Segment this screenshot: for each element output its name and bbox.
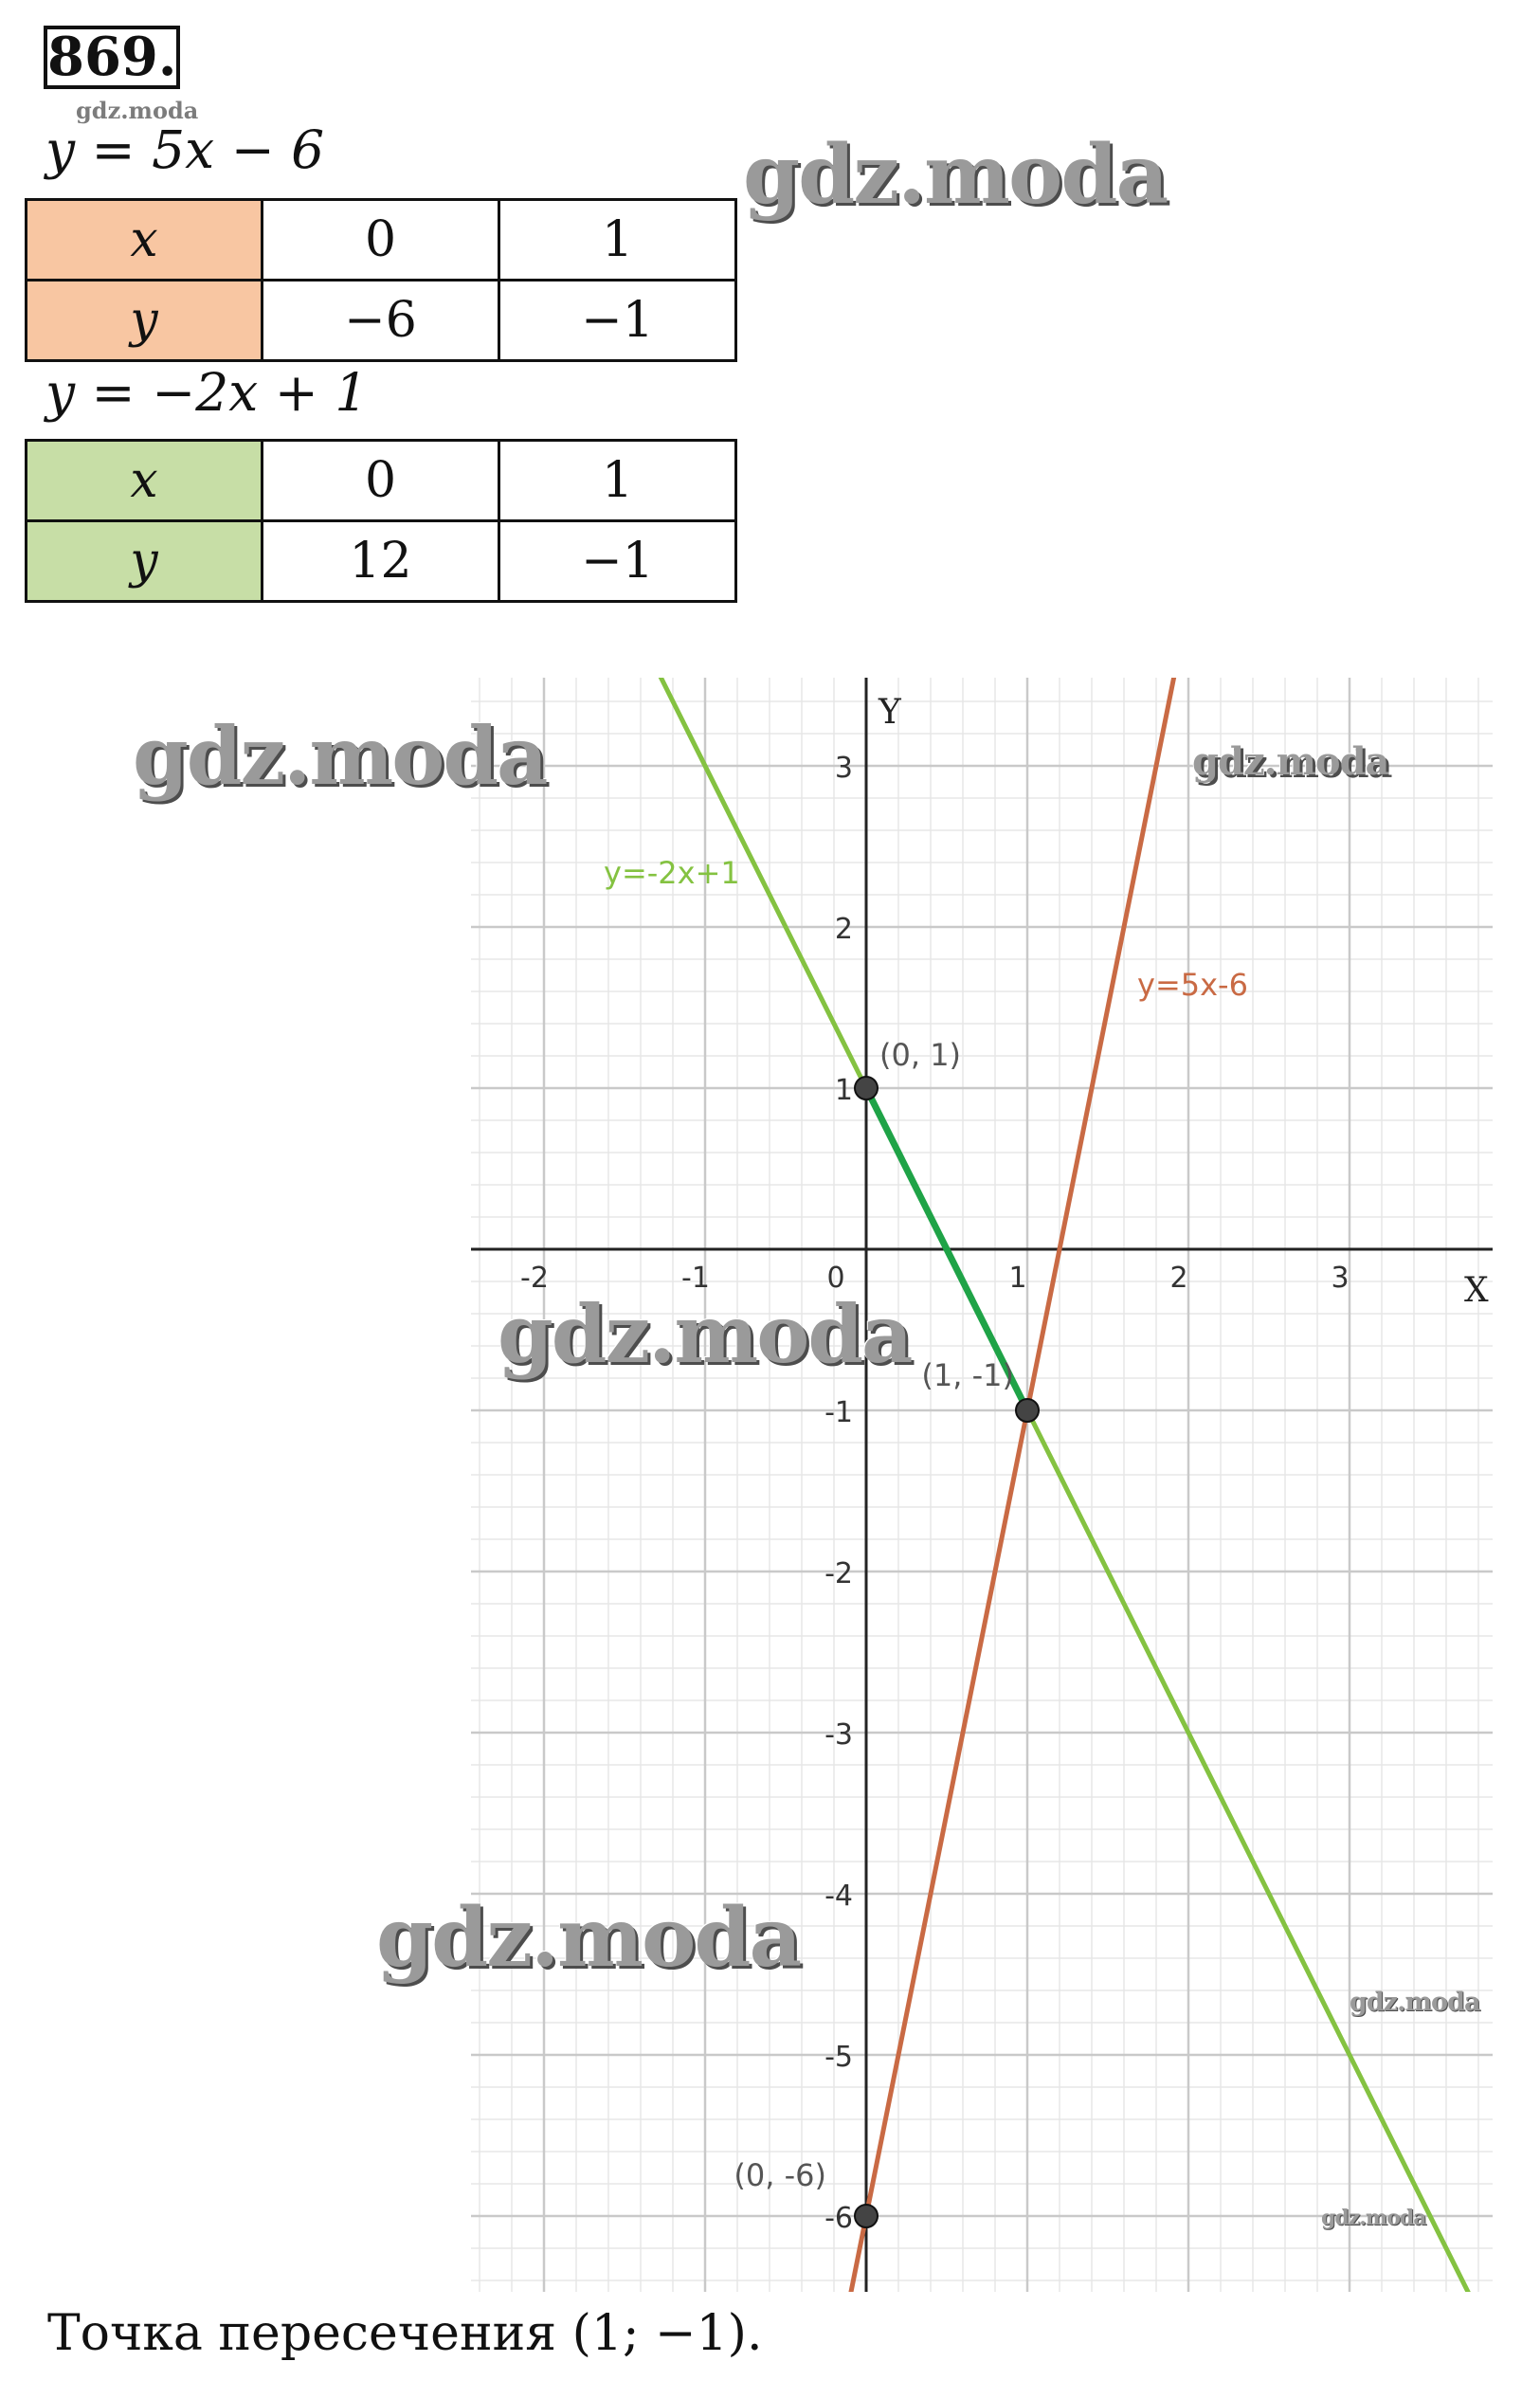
table-head-cell: x [27, 441, 263, 521]
watermark: gdz.moda [133, 709, 547, 803]
table-cell: 12 [263, 521, 499, 602]
equation-2: y = −2x + 1 [45, 362, 369, 423]
table-cell: −1 [499, 281, 736, 361]
watermark: gdz.moda [743, 127, 1168, 223]
series-label: y=-2x+1 [604, 855, 740, 891]
table-head-cell: x [27, 200, 263, 281]
y-tick-label: -3 [824, 1718, 853, 1752]
table-head-cell: y [27, 521, 263, 602]
y-tick-label: 2 [834, 913, 853, 946]
table-cell: 1 [499, 200, 736, 281]
data-point [855, 1077, 878, 1099]
x-tick-label: 2 [1169, 1262, 1188, 1295]
equation-1: y = 5x − 6 [45, 119, 325, 180]
answer-text: Точка пересечения (1; −1). [47, 2305, 763, 2362]
table-cell: −1 [499, 521, 736, 602]
y-tick-label: 1 [834, 1074, 853, 1107]
y-tick-label: -1 [824, 1396, 853, 1429]
watermark: gdz.moda [376, 1890, 801, 1986]
table-cell: −6 [263, 281, 499, 361]
y-tick-label: -2 [824, 1557, 853, 1590]
point-label: (0, 1) [879, 1037, 962, 1073]
x-tick-label: -1 [681, 1262, 710, 1295]
watermark: gdz.moda [498, 1287, 912, 1381]
problem-number: 869. [44, 26, 180, 89]
watermark: gdz.moda [1321, 2206, 1426, 2230]
y-tick-label: -5 [824, 2041, 853, 2074]
point-label: (0, -6) [734, 2157, 826, 2193]
x-tick-label: 0 [826, 1262, 845, 1295]
watermark-small: gdz.moda [76, 97, 199, 124]
y-tick-label: 3 [834, 752, 853, 785]
x-tick-label: 3 [1331, 1262, 1350, 1295]
data-point [855, 2205, 878, 2227]
series-label: y=5x-6 [1137, 967, 1248, 1003]
watermark: gdz.moda [1192, 739, 1389, 784]
y-axis-label: Y [879, 693, 901, 732]
table-cell: 0 [263, 200, 499, 281]
y-tick-label: -6 [824, 2202, 853, 2235]
y-tick-label: -4 [824, 1880, 853, 1913]
x-axis-label: X [1464, 1271, 1489, 1310]
data-point [1016, 1399, 1039, 1422]
x-tick-label: 1 [1008, 1262, 1027, 1295]
x-tick-label: -2 [520, 1262, 549, 1295]
table-cell: 1 [499, 441, 736, 521]
point-label: (1, -1) [921, 1357, 1014, 1393]
table-head-cell: y [27, 281, 263, 361]
table-cell: 0 [263, 441, 499, 521]
watermark: gdz.moda [1350, 1988, 1480, 2017]
